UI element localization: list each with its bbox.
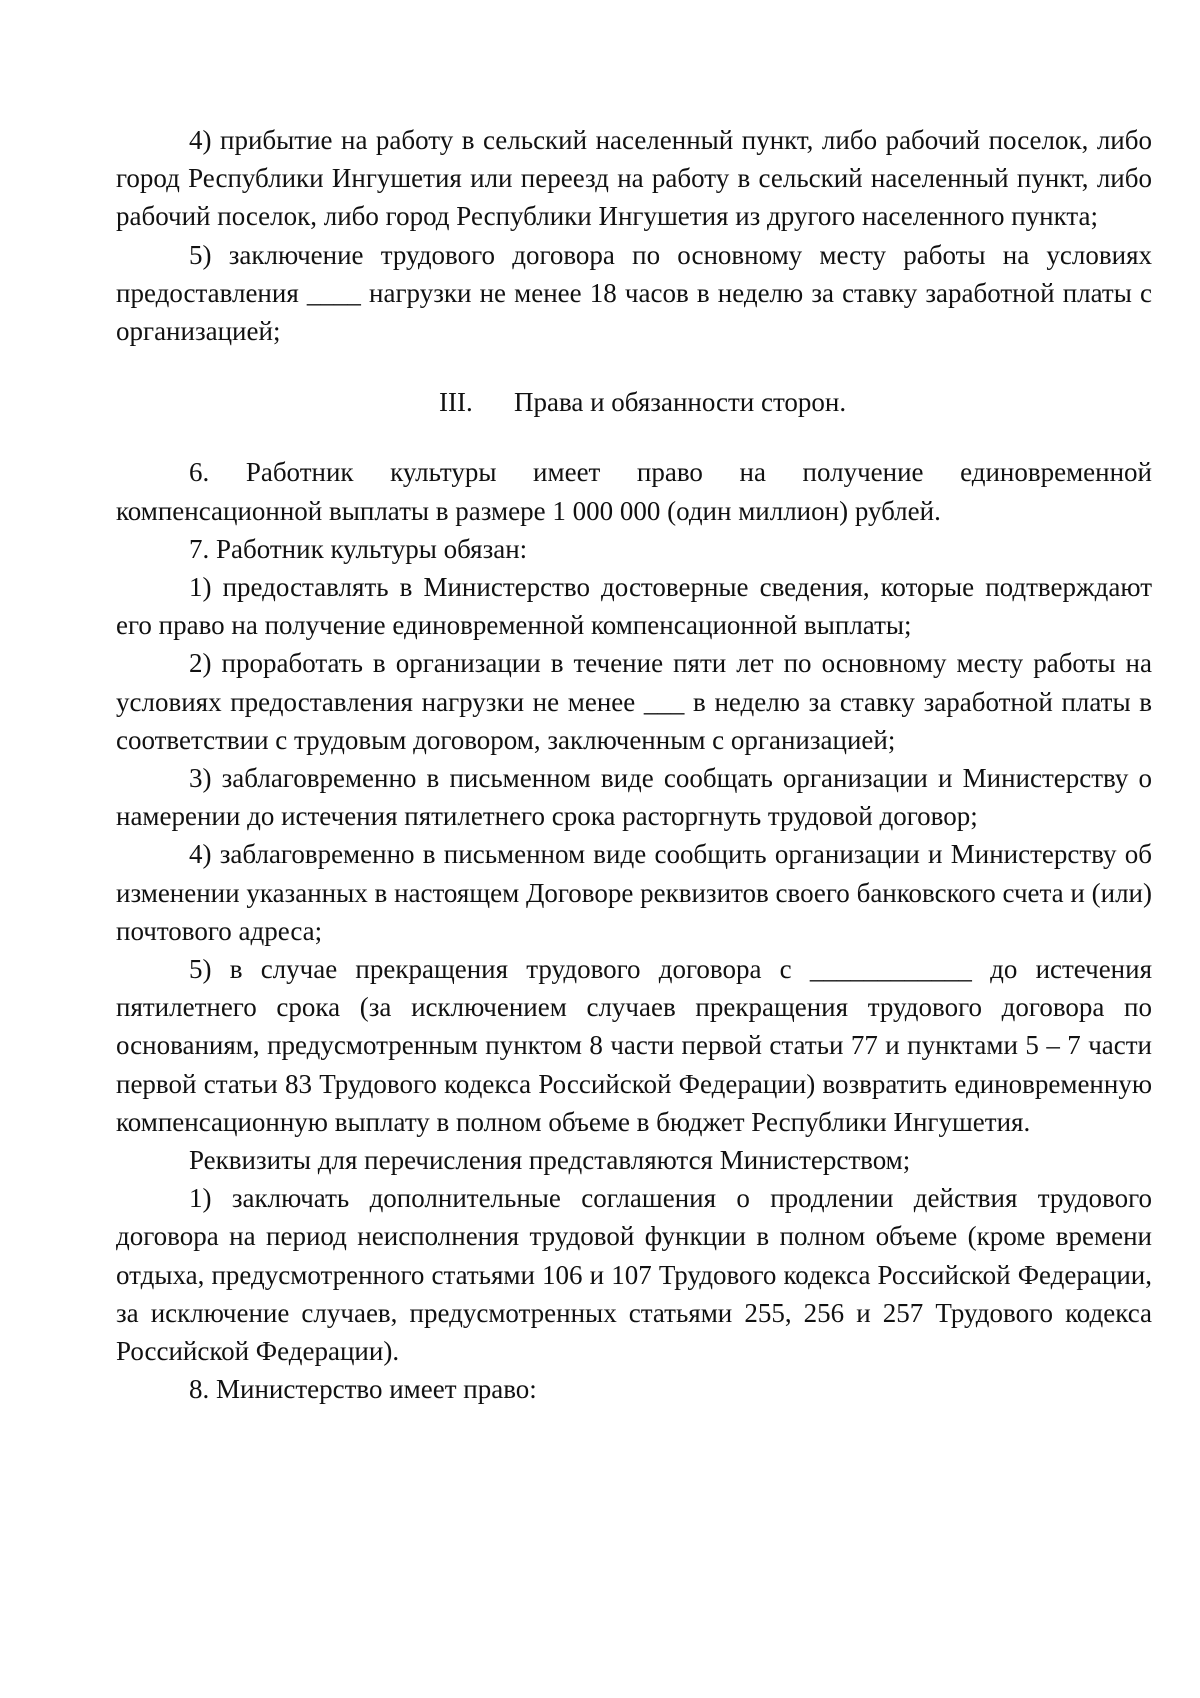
paragraph-item-4-arrival: 4) прибытие на работу в сельский населенный пункт, либо рабочий поселок, либо город Республики Ингушетия или переезд на работу в сельский населенный пункт, либо рабочий поселок, либо город Республики Ингушетия из другого населенного пункта; xyxy=(116,125,1152,232)
obligation-item-4: 4) заблаговременно в письменном виде сообщить организации и Министерству об изменении указанных в настоящем Договоре реквизитов своего банковского счета и (или) почтового адреса; xyxy=(116,839,1152,946)
section-number: III. xyxy=(439,387,473,418)
obligation-item-5: 5) в случае прекращения трудового договора с ____________ до истечения пятилетнего срока (за исключением случаев прекращения трудового договора по основаниям, предусмотренным пунктом 8 части первой статьи 77 и пунктами 5 – 7 части первой статьи 83 Трудового кодекса Российской Федерации) возвратить единовременную компенсационную выплату в полном объеме в бюджет Республики Ингушетия. xyxy=(116,954,1152,1137)
obligation-item-1-additional-agreements: 1) заключать дополнительные соглашения о продлении действия трудового договора на период неисполнения трудовой функции в полном объеме (кроме времени отдыха, предусмотренного статьями 106 и 107 Трудового кодекса Российской Федерации, за исключение случаев, предусмотренных статьями 255, 256 и 257 Трудового кодекса Российской Федерации). xyxy=(116,1183,1152,1367)
paragraph-7-obligations: 7. Работник культуры обязан: xyxy=(189,533,528,564)
obligation-item-2: 2) проработать в организации в течение пяти лет по основному месту работы на условиях предоставления нагрузки не менее ___ в неделю за ставку заработной платы в соответствии с трудовым договором, заключенным с организацией; xyxy=(116,648,1152,755)
paragraph-item-5-contract: 5) заключение трудового договора по основному месту работы на условиях предоставления ____ нагрузки не менее 18 часов в неделю за ставку заработной платы с организацией; xyxy=(116,239,1152,347)
document-page xyxy=(116,121,1152,1408)
paragraph-requisites: Реквизиты для перечисления представляются Министерством; xyxy=(189,1145,911,1176)
paragraph-8-ministry-rights: 8. Министерство имеет право: xyxy=(189,1374,537,1405)
obligation-item-3: 3) заблаговременно в письменном виде сообщать организации и Министерству о намерении до истечения пятилетнего срока расторгнуть трудовой договор; xyxy=(116,763,1152,832)
section-heading xyxy=(116,383,1152,421)
section-title: Права и обязанности сторон. xyxy=(514,387,847,418)
paragraph-6-right-to-payment: 6. Работник культуры имеет право на получение единовременной компенсационной выплаты в размере 1 000 000 (один миллион) рублей. xyxy=(116,457,1152,526)
obligation-item-1: 1) предоставлять в Министерство достоверные сведения, которые подтверждают его право на получение единовременной компенсационной выплаты; xyxy=(116,572,1152,641)
